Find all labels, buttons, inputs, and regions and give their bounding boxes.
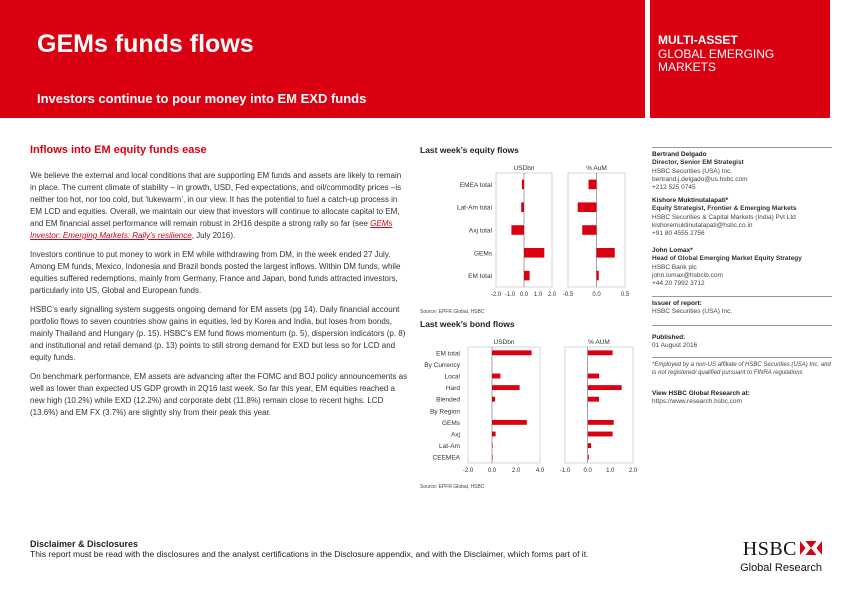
research-link[interactable]: https://www.research.hsbc.com <box>652 398 742 406</box>
series-label: % AuM <box>586 165 607 172</box>
category-label: GEMs <box>441 419 460 427</box>
paragraph-4: On benchmark performance, EM assets are advancing after the FOMC and BOJ policy announcements as well as lower than expected US GDP growth in 2Q16 last week. So far this year, EM equities reached a new high (10.2%) while EXD (12.2%) and corporate debt (11.8%) remain close to recent highs. LCD (13.6%) and EM FX (3.7%) are slightly shy from their peak this year. <box>30 372 408 417</box>
paragraph-1: We believe the external and local conditions that are supporting EM funds and assets are likely to remain in place. The current climate of stability – in growth, USD, Fed expectations, and oil/commodity prices –is neither too hot, nor too cold, but ‘lukewarm’, in our view. It has the potential to fuel a catch-up process in EM LCD and equities. Overall, we maintain our view that investors will continue to allocate capital to EM, and EM financial asset performance will remain robust in 2H16 despite a strong rally so far (see GEMs Investor: Emerging Markets: Rally’s resilience, July 2016). <box>30 171 402 240</box>
category-label: Lat-Am total <box>456 204 492 212</box>
category-label: Hard <box>445 385 460 393</box>
divider <box>652 296 832 297</box>
bar <box>492 432 496 437</box>
body-text <box>30 170 408 426</box>
disclaimer-title: Disclaimer & Disclosures <box>30 539 139 549</box>
report-subtitle: Investors continue to pour money into EM EXD funds <box>37 91 367 106</box>
bar <box>588 420 614 425</box>
bar <box>597 271 599 281</box>
tick-label: 0.5 <box>620 292 630 298</box>
category-label: Lat-Am <box>439 443 460 451</box>
paragraph-3: HSBC’s early signalling system suggests ongoing demand for EM assets (pg 14). Daily financial account portfolio flows to seven countries show gains in equities, led by Korea and India, but loses from bonds, mainly Thailand and Hungary (p. 15). HSBC’s EM fund flows momentum (p. 5), dispersion indicators (p. 8) and institutional and retail demand (p. 13) points to still strong demand for EXD but less so for LCD and equity funds. <box>30 305 406 362</box>
bar <box>492 397 495 402</box>
divider <box>652 357 832 358</box>
bar <box>578 202 597 212</box>
bar <box>492 455 493 460</box>
series-label: USDbn <box>493 339 515 346</box>
category-label: Axj total <box>468 227 492 235</box>
section-title: Inflows into EM equity funds ease <box>30 144 207 156</box>
bar <box>521 202 524 212</box>
tick-label: -1.0 <box>504 292 516 298</box>
category-label: By Currency <box>424 361 460 369</box>
category-label: EM total <box>468 273 492 281</box>
bar <box>524 248 544 258</box>
paragraph-2: Investors continue to put money to work in EM while withdrawing from DM, in the week ended 27 July. Among EM funds, Mexico, Indonesia and Brazil bonds posted the largest inflows. Within DM funds, while equities suffered redemptions, mainly from Germany, France and Japan, bond funds attracted investors, particularly into US, Global and European funds. <box>30 250 401 295</box>
plot-frame <box>565 347 633 463</box>
divider <box>652 325 832 326</box>
series-label: % AUM <box>588 339 610 346</box>
bar <box>492 350 532 355</box>
category-label: EM total <box>436 350 460 358</box>
bar <box>588 374 599 379</box>
category-box <box>650 0 830 118</box>
category-label: Blended <box>436 396 460 404</box>
bond-flows-chart <box>420 331 645 481</box>
bar <box>524 271 530 281</box>
bar <box>522 180 524 190</box>
bar <box>492 443 493 448</box>
category-label: By Region <box>430 408 460 416</box>
category-label: CEEMEA <box>432 454 460 462</box>
tick-label: 2.0 <box>628 468 638 474</box>
bar <box>588 350 613 355</box>
analyst-email[interactable]: bertrand.j.delgado@us.hsbc.com <box>652 175 748 183</box>
divider <box>652 147 832 148</box>
bar <box>492 385 520 390</box>
bar <box>589 180 597 190</box>
tick-label: 0.0 <box>592 292 601 298</box>
bar <box>588 443 591 448</box>
tick-label: 2.0 <box>547 292 557 298</box>
logo-wordmark: HSBC <box>742 538 797 560</box>
tick-label: 1.0 <box>533 292 543 298</box>
tick-label: 1.0 <box>606 468 615 474</box>
equity-chart-source: Source: EPFR Global, HSBC <box>420 309 485 315</box>
bar <box>582 225 596 235</box>
hsbc-logo <box>727 538 822 578</box>
report-link[interactable]: GEMs Investor: Emerging Markets: Rally’s resilience <box>30 219 393 240</box>
issuer-block: Issuer of report: HSBC Securities (USA) Inc. <box>652 300 733 316</box>
category-label: GEMs <box>473 250 492 258</box>
category-label: MULTI-ASSET <box>658 33 738 47</box>
report-title: GEMs funds flows <box>37 30 254 58</box>
bond-chart-title: Last week’s bond flows <box>420 319 515 329</box>
category-label: Axj <box>450 431 460 439</box>
subcategory-label: GLOBAL EMERGING MARKETS <box>658 47 775 74</box>
tick-label: -2.0 <box>462 468 474 474</box>
research-block: View HSBC Global Research at: https://www.research.hsbc.com <box>652 390 832 407</box>
bar <box>588 397 599 402</box>
analyst-2: Kishore Muktinutalapati* Equity Strategist, Frontier & Emerging Markets HSBC Securities & Capital Markets (India) Pvt Ltd kishoremuktinutalapati@hsbc.co.in +91 80 4555 2756 <box>652 197 832 238</box>
category-label: Local <box>444 373 460 381</box>
footnote: *Employed by a non-US affiliate of HSBC Securities (USA) Inc, and is not registered/ qualified pursuant to FINRA regulations <box>652 362 831 376</box>
equity-flows-chart <box>420 157 635 307</box>
analyst-3: John Lomax* Head of Global Emerging Market Equity Strategy HSBC Bank plc john.lomax@hsbcib.com +44 20 7992 3712 <box>652 247 832 288</box>
tick-label: -2.0 <box>490 292 502 298</box>
disclaimer-text: This report must be read with the disclosures and the analyst certifications in the Disclosure appendix, and with the Disclaimer, which forms part of it. <box>30 549 589 559</box>
analyst-1: Bertrand Delgado Director, Senior EM Strategist HSBC Securities (USA) Inc. bertrand.j.delgado@us.hsbc.com +212 525 0745 <box>652 151 832 192</box>
bond-chart-source: Source: EPFR Global, HSBC <box>420 484 485 490</box>
bar <box>492 420 527 425</box>
tick-label: -1.0 <box>559 468 571 474</box>
analyst-email[interactable]: john.lomax@hsbcib.com <box>652 271 723 279</box>
plot-frame <box>468 347 540 463</box>
tick-label: 4.0 <box>535 468 545 474</box>
bar <box>588 385 622 390</box>
bar <box>588 432 613 437</box>
series-label: USDbn <box>513 165 535 172</box>
analyst-email[interactable]: kishoremuktinutalapati@hsbc.co.in <box>652 221 753 229</box>
title-banner <box>0 0 645 118</box>
category-label: EMEA total <box>459 181 492 189</box>
hexagon-logo-icon <box>800 541 822 555</box>
bar <box>588 455 589 460</box>
tick-label: -0.5 <box>562 292 574 298</box>
bar <box>511 225 524 235</box>
logo-subtitle: Global Research <box>740 562 822 574</box>
tick-label: 0.0 <box>519 292 529 298</box>
tick-label: 2.0 <box>511 468 521 474</box>
tick-label: 0.0 <box>487 468 497 474</box>
equity-chart-title: Last week’s equity flows <box>420 145 519 155</box>
tick-label: 0.0 <box>583 468 592 474</box>
bar <box>597 248 615 258</box>
published-block: Published: 01 August 2016 <box>652 334 698 350</box>
bar <box>492 374 500 379</box>
